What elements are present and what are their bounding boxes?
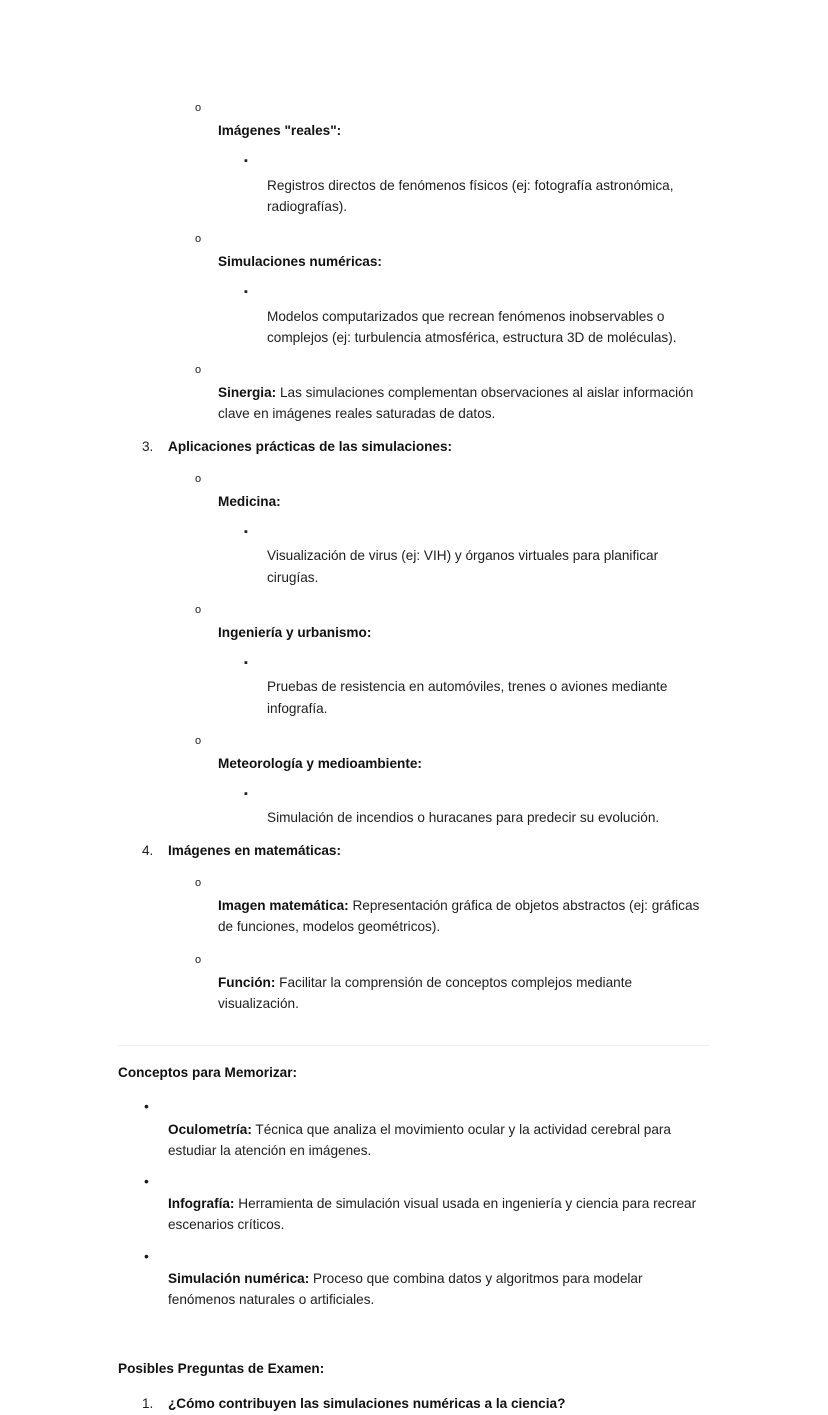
- square-bullet-icon: ▪: [244, 286, 248, 299]
- circle-marker-icon: o: [195, 734, 202, 747]
- circle-marker-icon: o: [195, 603, 202, 616]
- list-item-term: Función:: [218, 974, 276, 990]
- list-item: [144, 1172, 710, 1236]
- circle-marker-icon: o: [195, 233, 202, 246]
- list-item: [195, 228, 710, 272]
- list-item: [144, 1247, 710, 1311]
- section-heading-memorizar: Conceptos para Memorizar:: [118, 1065, 298, 1081]
- list-item: [142, 436, 710, 457]
- list-item-content: [267, 175, 710, 217]
- list-item-text: Herramienta de simulación visual usada en ingeniería y ciencia para recrear escenarios críticos.: [168, 1196, 697, 1233]
- list-item-content: [267, 807, 710, 828]
- list-item: [244, 522, 710, 588]
- list-item-term: ¿Cómo contribuyen las simulaciones numéricas a la ciencia?: [168, 1396, 566, 1412]
- list-item: [244, 151, 710, 217]
- list-item-content: [267, 306, 710, 348]
- list-item-text: Simulación de incendios o huracanes para predecir su evolución.: [267, 810, 660, 826]
- list-item-term: Oculometría:: [168, 1121, 252, 1137]
- circle-marker-icon: o: [195, 953, 202, 966]
- list-item-term: Meteorología y medioambiente:: [218, 756, 422, 772]
- list-item-text: Modelos computarizados que recrean fenómenos inobservables o complejos (ej: turbulencia atmosférica, estructura 3D de moléculas).: [267, 308, 677, 345]
- list-item: [195, 599, 710, 643]
- list-item-term: Imágenes "reales":: [218, 123, 342, 139]
- list-item: [195, 949, 710, 1015]
- square-bullet-icon: ▪: [244, 155, 248, 168]
- list-item-term: Aplicaciones prácticas de las simulaciones:: [168, 438, 453, 454]
- list-item-content: [218, 382, 710, 424]
- list-item-term: Infografía:: [168, 1196, 235, 1212]
- list-item-content: [168, 436, 710, 457]
- square-bullet-icon: ▪: [244, 657, 248, 670]
- list-item-text: Representación gráfica de objetos abstractos (ej: gráficas de funciones, modelos geométricos).: [218, 898, 700, 935]
- section-heading-preguntas: Posibles Preguntas de Examen:: [118, 1361, 325, 1377]
- disc-bullet-icon: •: [144, 1098, 149, 1115]
- list-item-content: [218, 251, 710, 272]
- list-item: [195, 730, 710, 774]
- list-item-text: Técnica que analiza el movimiento ocular y la actividad cerebral para estudiar la atención en imágenes.: [168, 1121, 671, 1158]
- list-item-content: [168, 1119, 710, 1161]
- circle-marker-icon: o: [195, 876, 202, 889]
- list-item-text: Proceso que combina datos y algoritmos para modelar fenómenos naturales o artificiales.: [168, 1270, 643, 1307]
- list-item-term: Simulaciones numéricas:: [218, 254, 382, 270]
- list-item: [195, 359, 710, 425]
- list-item-content: [168, 1193, 710, 1235]
- list-item-text: Pruebas de resistencia en automóviles, trenes o aviones mediante infografía.: [267, 679, 668, 716]
- list-item: [244, 282, 710, 348]
- list-item-term: Ingeniería y urbanismo:: [218, 625, 372, 641]
- ordered-marker: 4.: [142, 842, 154, 858]
- list-item-content: [168, 1393, 710, 1414]
- disc-bullet-icon: •: [144, 1247, 149, 1264]
- outline-list: [0, 97, 828, 1014]
- list-item-term: Imagen matemática:: [218, 898, 349, 914]
- circle-marker-icon: o: [195, 102, 202, 114]
- list-item: [244, 653, 710, 719]
- list-item-content: [218, 753, 710, 774]
- list-item-content: [168, 840, 710, 861]
- list-item-text: Registros directos de fenómenos físicos (ej: fotografía astronómica, radiografías).: [267, 177, 674, 214]
- list-item-content: [218, 972, 710, 1014]
- list-item-content: [218, 895, 710, 937]
- list-item-text: Visualización de virus (ej: VIH) y órganos virtuales para planificar cirugías.: [267, 548, 659, 585]
- circle-marker-icon: o: [195, 364, 202, 377]
- list-item-term: Medicina:: [218, 494, 281, 510]
- list-item-content: [218, 120, 710, 141]
- list-item-text: Facilitar la comprensión de conceptos complejos mediante visualización.: [218, 974, 633, 1011]
- list-item-content: [168, 1268, 710, 1310]
- ordered-marker: 3.: [142, 438, 154, 454]
- ordered-marker: 1.: [142, 1396, 154, 1412]
- list-item-content: [267, 545, 710, 587]
- list-item-content: [218, 622, 710, 643]
- memorizar-list: [0, 1097, 828, 1310]
- list-item: [195, 468, 710, 512]
- list-item-term: Simulación numérica:: [168, 1270, 310, 1286]
- list-item-term: Sinergia:: [218, 385, 277, 401]
- list-item-content: [267, 676, 710, 718]
- disc-bullet-icon: •: [144, 1172, 149, 1189]
- list-item: [195, 97, 710, 141]
- list-item: [244, 784, 710, 828]
- list-item: [195, 872, 710, 938]
- circle-marker-icon: o: [195, 472, 202, 485]
- preguntas-list: [0, 1393, 828, 1414]
- square-bullet-icon: ▪: [244, 788, 248, 801]
- list-item: [142, 1393, 710, 1414]
- list-item: [142, 840, 710, 861]
- list-item-term: Imágenes en matemáticas:: [168, 842, 342, 858]
- square-bullet-icon: ▪: [244, 526, 248, 539]
- list-item: [144, 1097, 710, 1161]
- list-item-text: Las simulaciones complementan observaciones al aislar información clave en imágenes reales saturadas de datos.: [218, 385, 694, 422]
- list-item-content: [218, 491, 710, 512]
